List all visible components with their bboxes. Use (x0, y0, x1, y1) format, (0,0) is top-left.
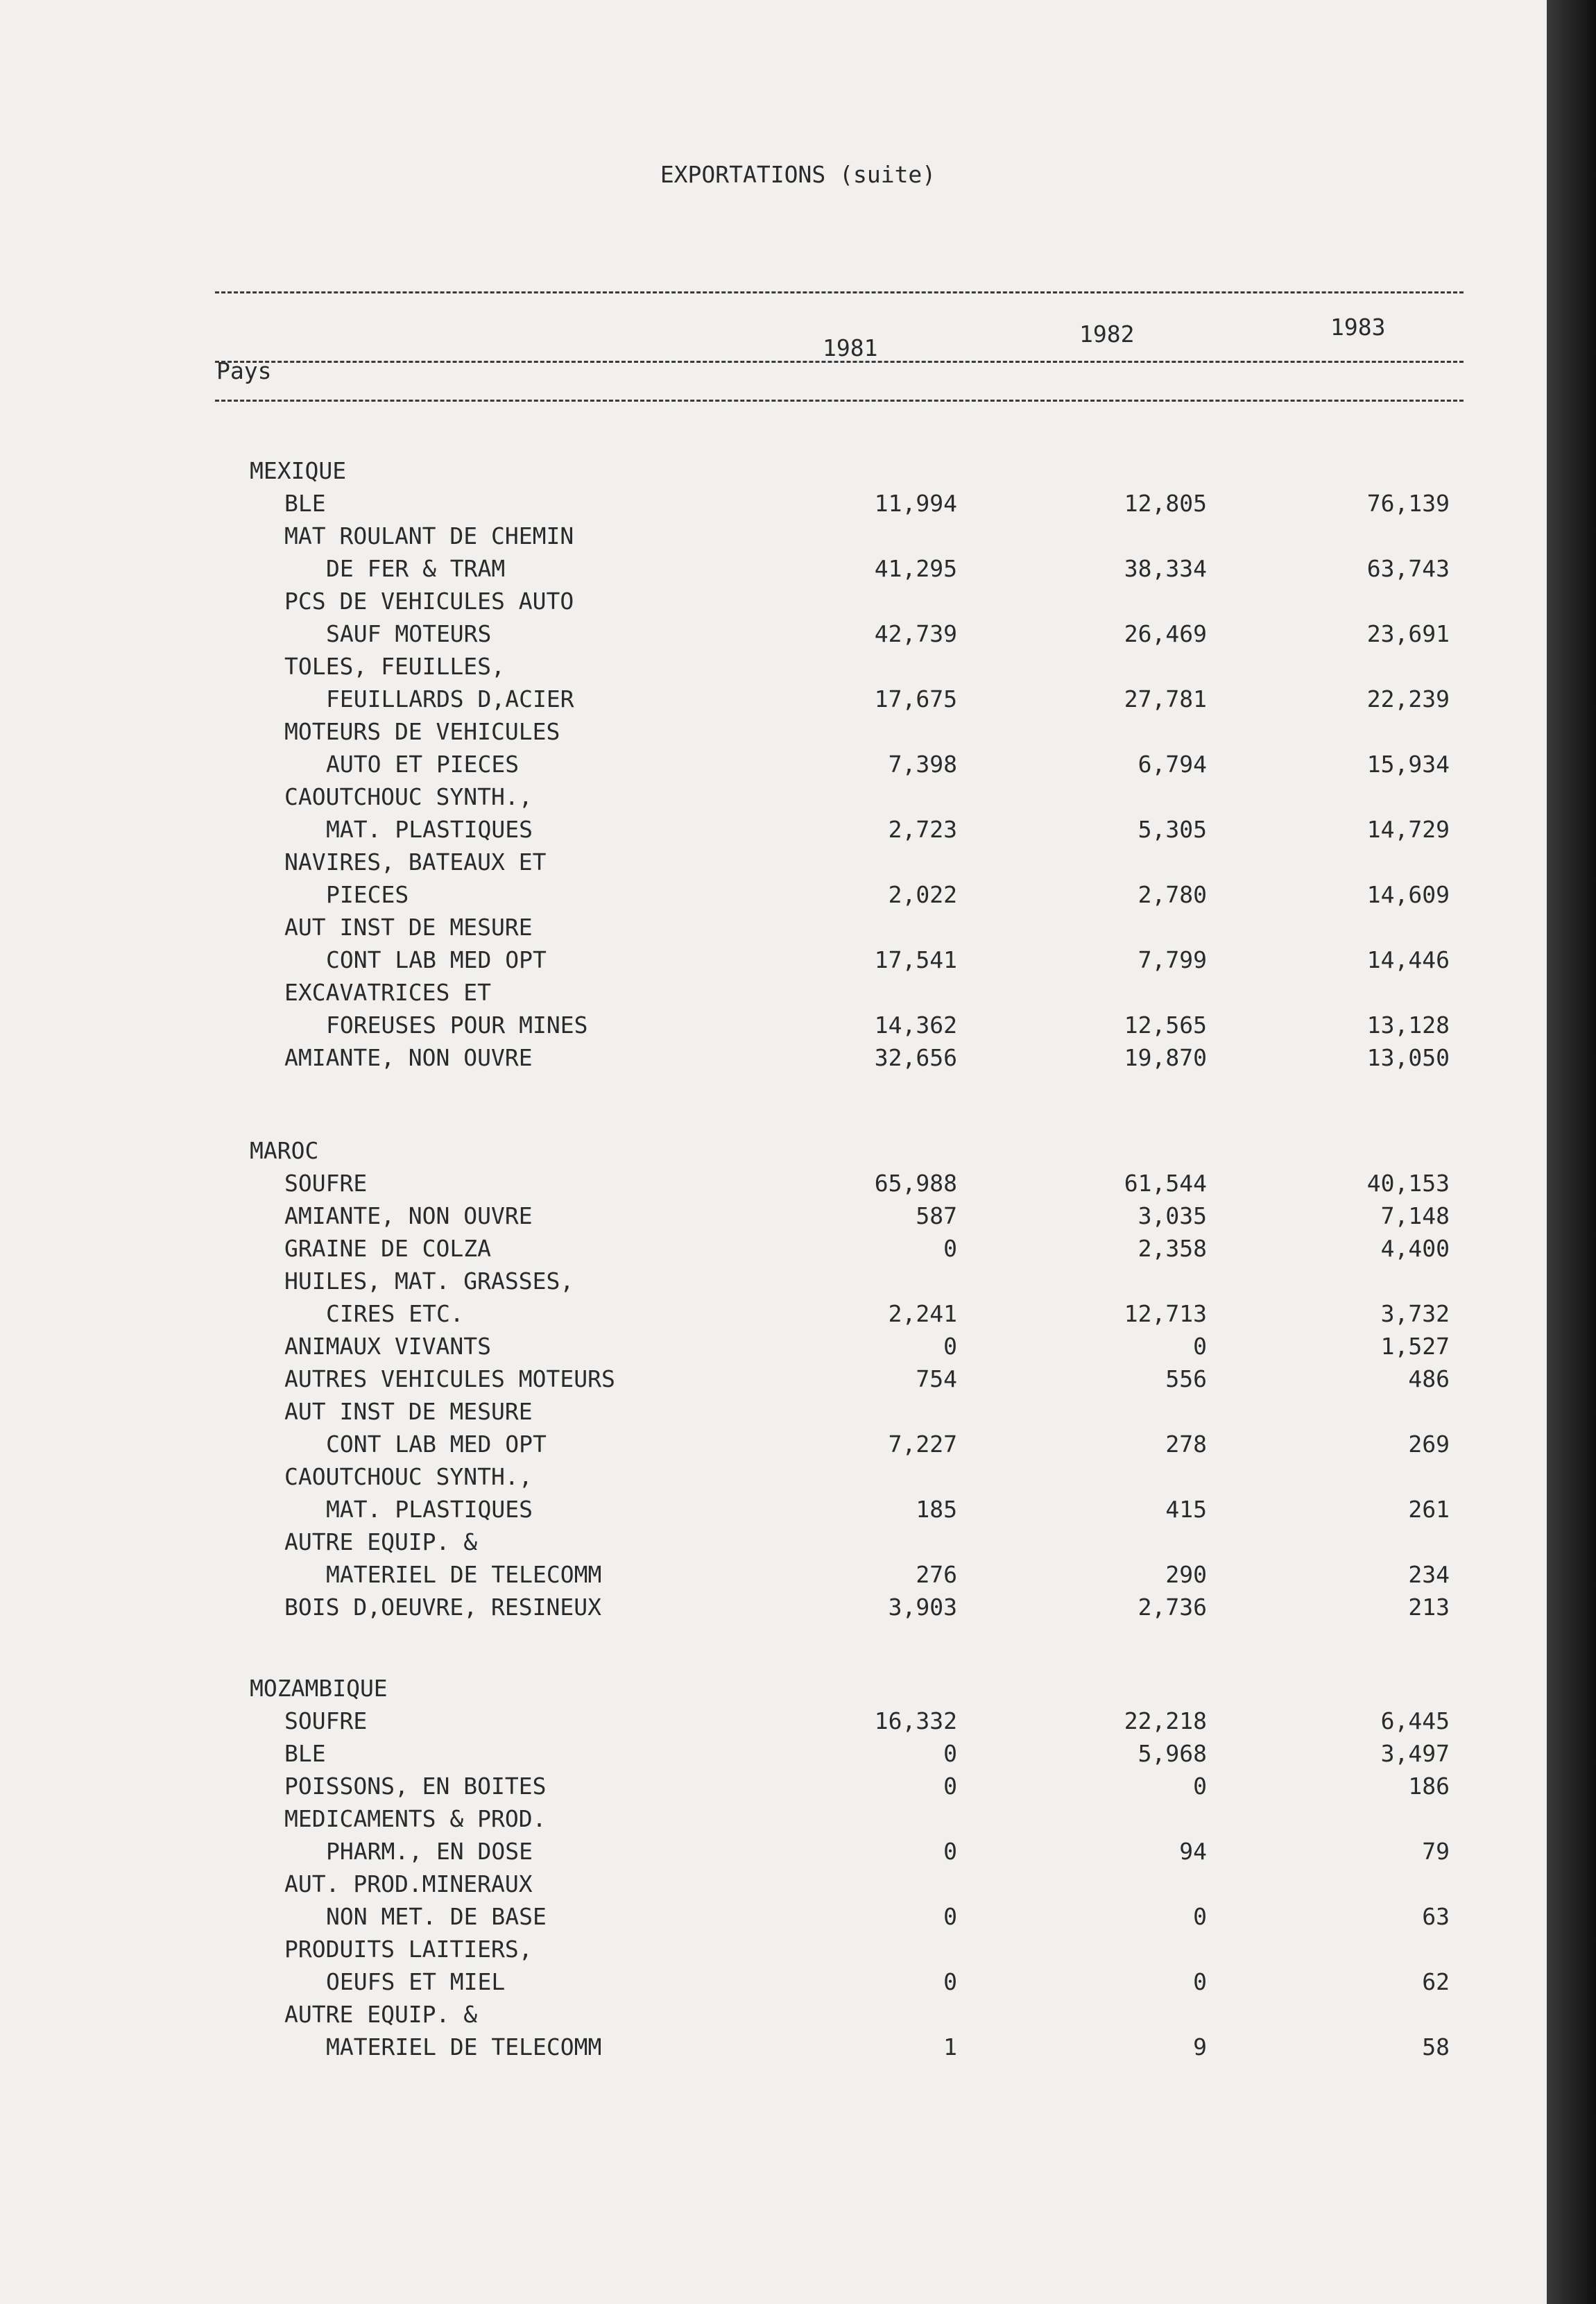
product-label: CIRES ETC. (326, 1300, 464, 1327)
product-label: BLE (284, 1740, 326, 1767)
table-row (250, 1835, 1450, 1868)
table-row (250, 1200, 1450, 1232)
table-row (250, 944, 1450, 976)
value-1981: 17,541 (874, 946, 957, 973)
value-1983: 14,446 (1366, 946, 1450, 973)
country-name (250, 1672, 1450, 1705)
value-1983: 261 (1408, 1496, 1450, 1523)
product-label: CAOUTCHOUC SYNTH., (284, 783, 533, 810)
product-label: NAVIRES, BATEAUX ET (284, 848, 547, 876)
header-rule-top (215, 291, 1464, 293)
value-1982: 556 (1165, 1365, 1207, 1392)
product-label: EXCAVATRICES ET (284, 979, 492, 1006)
product-label: PRODUITS LAITIERS, (284, 1936, 533, 1963)
country-name (250, 454, 1450, 487)
table-row (250, 1460, 1450, 1493)
value-1982: 12,565 (1124, 1012, 1207, 1039)
table-row (250, 585, 1450, 617)
value-1981: 0 (943, 1333, 957, 1360)
value-1983: 63,743 (1366, 555, 1450, 582)
table-row (250, 1737, 1450, 1770)
value-1981: 1 (943, 2033, 957, 2060)
table-row (250, 1558, 1450, 1591)
product-label: MATERIEL DE TELECOMM (326, 1561, 602, 1588)
column-header-1981: 1981 (823, 334, 878, 361)
column-header-1983: 1983 (1330, 314, 1386, 341)
value-1983: 58 (1422, 2033, 1450, 2060)
product-label: FEUILLARDS D,ACIER (326, 685, 574, 712)
page-edge-shadow (1547, 0, 1596, 2304)
value-1983: 23,691 (1366, 620, 1450, 647)
value-1981: 0 (943, 1235, 957, 1262)
table-row (250, 1998, 1450, 2031)
table-row (250, 780, 1450, 813)
value-1983: 14,729 (1366, 816, 1450, 843)
table-row (250, 1428, 1450, 1460)
value-1982: 9 (1193, 2033, 1207, 2060)
table-row (250, 813, 1450, 846)
product-label: AUTO ET PIECES (326, 751, 520, 778)
value-1983: 234 (1408, 1561, 1450, 1588)
value-1981: 41,295 (874, 555, 957, 582)
table-row (250, 1297, 1450, 1330)
value-1981: 7,227 (888, 1431, 957, 1458)
value-1982: 19,870 (1124, 1044, 1207, 1071)
value-1981: 0 (943, 1968, 957, 1995)
table-row (250, 1900, 1450, 1933)
table-row (250, 1395, 1450, 1428)
value-1981: 14,362 (874, 1012, 957, 1039)
value-1981: 2,022 (888, 881, 957, 908)
product-label: AUT INST DE MESURE (284, 914, 533, 941)
value-1983: 6,445 (1380, 1707, 1450, 1734)
product-label: DE FER & TRAM (326, 555, 506, 582)
table-row (250, 1868, 1450, 1900)
value-1983: 40,153 (1366, 1170, 1450, 1197)
product-label: SAUF MOTEURS (326, 620, 492, 647)
table-row (250, 520, 1450, 552)
value-1983: 7,148 (1380, 1202, 1450, 1229)
table-row (250, 617, 1450, 650)
value-1982: 5,305 (1138, 816, 1207, 843)
value-1981: 276 (916, 1561, 957, 1588)
value-1982: 61,544 (1124, 1170, 1207, 1197)
value-1982: 5,968 (1138, 1740, 1207, 1767)
value-1983: 14,609 (1366, 881, 1450, 908)
product-label: FOREUSES POUR MINES (326, 1012, 588, 1039)
table-row (250, 1493, 1450, 1526)
value-1983: 1,527 (1380, 1333, 1450, 1360)
table-row (250, 1041, 1450, 1074)
table-row (250, 1009, 1450, 1041)
value-1981: 32,656 (874, 1044, 957, 1071)
column-header-1982: 1982 (1079, 321, 1135, 348)
product-label: MAT. PLASTIQUES (326, 816, 533, 843)
product-label: CONT LAB MED OPT (326, 946, 547, 973)
product-label: AUTRES VEHICULES MOTEURS (284, 1365, 615, 1392)
table-row (250, 487, 1450, 520)
value-1981: 2,723 (888, 816, 957, 843)
country-section-maroc (250, 1134, 1450, 1623)
value-1982: 12,805 (1124, 490, 1207, 517)
value-1981: 65,988 (874, 1170, 957, 1197)
table-row (250, 1802, 1450, 1835)
value-1982: 415 (1165, 1496, 1207, 1523)
table-row (250, 1770, 1450, 1802)
value-1982: 278 (1165, 1431, 1207, 1458)
product-label: ANIMAUX VIVANTS (284, 1333, 492, 1360)
value-1983: 213 (1408, 1594, 1450, 1621)
table-row (250, 2031, 1450, 2063)
value-1983: 13,128 (1366, 1012, 1450, 1039)
country-label: MAROC (250, 1137, 319, 1164)
product-label: POISSONS, EN BOITES (284, 1773, 547, 1800)
value-1983: 76,139 (1366, 490, 1450, 517)
product-label: HUILES, MAT. GRASSES, (284, 1268, 574, 1295)
value-1982: 0 (1193, 1903, 1207, 1930)
product-label: AUTRE EQUIP. & (284, 2001, 478, 2028)
value-1982: 12,713 (1124, 1300, 1207, 1327)
header-rule-bottom (215, 400, 1464, 402)
table-row (250, 878, 1450, 911)
table-row (250, 846, 1450, 878)
product-label: TOLES, FEUILLES, (284, 653, 505, 680)
country-label: MOZAMBIQUE (250, 1675, 388, 1702)
value-1981: 0 (943, 1740, 957, 1767)
product-label: AUT. PROD.MINERAUX (284, 1870, 533, 1897)
value-1982: 6,794 (1138, 751, 1207, 778)
value-1983: 486 (1408, 1365, 1450, 1392)
value-1981: 185 (916, 1496, 957, 1523)
country-section-mozambique (250, 1672, 1450, 2063)
value-1981: 0 (943, 1773, 957, 1800)
value-1982: 0 (1193, 1968, 1207, 1995)
table-row (250, 1526, 1450, 1558)
product-label: BOIS D,OEUVRE, RESINEUX (284, 1594, 601, 1621)
product-label: OEUFS ET MIEL (326, 1968, 506, 1995)
value-1983: 269 (1408, 1431, 1450, 1458)
value-1982: 26,469 (1124, 620, 1207, 647)
product-label: AMIANTE, NON OUVRE (284, 1044, 533, 1071)
table-row (250, 1167, 1450, 1200)
value-1983: 15,934 (1366, 751, 1450, 778)
header-rule-middle (215, 361, 1464, 363)
value-1983: 3,732 (1380, 1300, 1450, 1327)
product-label: PHARM., EN DOSE (326, 1838, 533, 1865)
value-1981: 0 (943, 1838, 957, 1865)
value-1982: 22,218 (1124, 1707, 1207, 1734)
table-row (250, 1965, 1450, 1998)
table-row (250, 1330, 1450, 1363)
value-1983: 13,050 (1366, 1044, 1450, 1071)
value-1981: 17,675 (874, 685, 957, 712)
product-label: PIECES (326, 881, 409, 908)
table-row (250, 1705, 1450, 1737)
table-row (250, 715, 1450, 748)
product-label: MOTEURS DE VEHICULES (284, 718, 560, 745)
product-label: MAT. PLASTIQUES (326, 1496, 533, 1523)
value-1983: 62 (1422, 1968, 1450, 1995)
value-1982: 2,780 (1138, 881, 1207, 908)
product-label: AMIANTE, NON OUVRE (284, 1202, 533, 1229)
value-1982: 0 (1193, 1773, 1207, 1800)
table-row (250, 748, 1450, 780)
product-label: AUTRE EQUIP. & (284, 1528, 478, 1555)
value-1981: 754 (916, 1365, 957, 1392)
value-1981: 0 (943, 1903, 957, 1930)
product-label: NON MET. DE BASE (326, 1903, 547, 1930)
value-1982: 2,736 (1138, 1594, 1207, 1621)
value-1982: 94 (1179, 1838, 1207, 1865)
table-row (250, 1232, 1450, 1265)
product-label: GRAINE DE COLZA (284, 1235, 492, 1262)
country-label: MEXIQUE (250, 457, 347, 484)
country-name (250, 1134, 1450, 1167)
value-1981: 7,398 (888, 751, 957, 778)
value-1981: 2,241 (888, 1300, 957, 1327)
table-row (250, 1265, 1450, 1297)
table-row (250, 976, 1450, 1009)
value-1981: 16,332 (874, 1707, 957, 1734)
product-label: MAT ROULANT DE CHEMIN (284, 522, 574, 549)
product-label: SOUFRE (284, 1707, 368, 1734)
value-1982: 7,799 (1138, 946, 1207, 973)
value-1982: 3,035 (1138, 1202, 1207, 1229)
product-label: CAOUTCHOUC SYNTH., (284, 1463, 533, 1490)
product-label: MATERIEL DE TELECOMM (326, 2033, 602, 2060)
value-1982: 2,358 (1138, 1235, 1207, 1262)
product-label: BLE (284, 490, 326, 517)
product-label: MEDICAMENTS & PROD. (284, 1805, 547, 1832)
value-1983: 4,400 (1380, 1235, 1450, 1262)
page-title: EXPORTATIONS (suite) (660, 161, 936, 188)
product-label: PCS DE VEHICULES AUTO (284, 588, 574, 615)
table-row (250, 911, 1450, 944)
value-1982: 290 (1165, 1561, 1207, 1588)
value-1981: 11,994 (874, 490, 957, 517)
value-1983: 63 (1422, 1903, 1450, 1930)
table-row (250, 1363, 1450, 1395)
table-row (250, 650, 1450, 683)
country-section-mexique (250, 454, 1450, 1074)
value-1983: 3,497 (1380, 1740, 1450, 1767)
value-1982: 27,781 (1124, 685, 1207, 712)
value-1981: 42,739 (874, 620, 957, 647)
table-row (250, 1933, 1450, 1965)
value-1983: 186 (1408, 1773, 1450, 1800)
value-1981: 3,903 (888, 1594, 957, 1621)
product-label: CONT LAB MED OPT (326, 1431, 547, 1458)
value-1981: 587 (916, 1202, 957, 1229)
column-header-pays: Pays (216, 357, 272, 384)
table-row (250, 552, 1450, 585)
product-label: AUT INST DE MESURE (284, 1398, 533, 1425)
product-label: SOUFRE (284, 1170, 368, 1197)
value-1982: 0 (1193, 1333, 1207, 1360)
value-1982: 38,334 (1124, 555, 1207, 582)
table-row (250, 683, 1450, 715)
value-1983: 79 (1422, 1838, 1450, 1865)
table-row (250, 1591, 1450, 1623)
value-1983: 22,239 (1366, 685, 1450, 712)
